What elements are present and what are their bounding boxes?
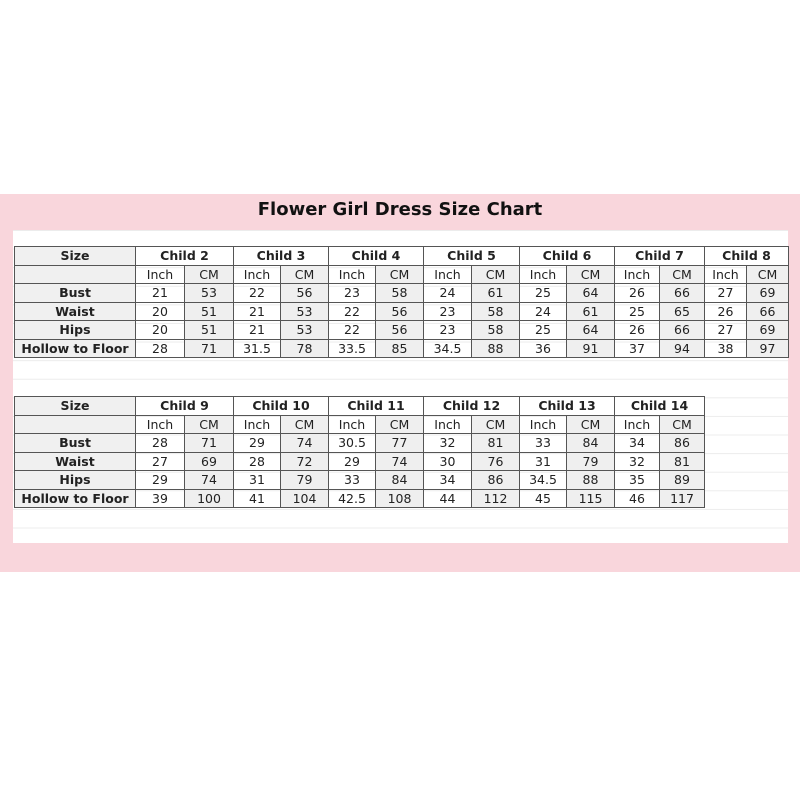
inch-value: 34 (424, 471, 472, 490)
inch-value: 33 (520, 434, 567, 453)
inch-value: 32 (615, 452, 660, 471)
table-row (15, 471, 705, 490)
inch-value: 24 (520, 302, 567, 321)
cm-value: 88 (567, 471, 615, 490)
unit-cm: CM (185, 415, 234, 434)
table-row (15, 321, 789, 340)
cm-value: 79 (281, 471, 329, 490)
size-name: Child 10 (234, 397, 329, 416)
inch-value: 24 (424, 284, 472, 303)
cm-value: 58 (472, 302, 520, 321)
cm-value: 69 (185, 452, 234, 471)
size-name: Child 11 (329, 397, 424, 416)
inch-value: 29 (234, 434, 281, 453)
row-label: Hips (15, 471, 136, 490)
row-label: Hollow to Floor (15, 489, 136, 508)
row-label: Bust (15, 284, 136, 303)
row-label: Hips (15, 321, 136, 340)
inch-value: 25 (520, 284, 567, 303)
cm-value: 104 (281, 489, 329, 508)
size-name: Child 6 (520, 247, 615, 266)
unit-cm: CM (281, 415, 329, 434)
inch-value: 28 (234, 452, 281, 471)
row-label: Waist (15, 302, 136, 321)
unit-inch: Inch (705, 265, 747, 284)
cm-value: 76 (472, 452, 520, 471)
cm-value: 64 (567, 321, 615, 340)
unit-inch: Inch (520, 265, 567, 284)
unit-inch: Inch (424, 265, 472, 284)
cm-value: 53 (281, 321, 329, 340)
size-name: Child 3 (234, 247, 329, 266)
header-row (15, 397, 705, 416)
inch-value: 27 (705, 284, 747, 303)
inch-value: 32 (424, 434, 472, 453)
inch-value: 31.5 (234, 339, 281, 358)
size-name: Child 2 (136, 247, 234, 266)
cm-value: 66 (660, 321, 705, 340)
cm-value: 89 (660, 471, 705, 490)
size-name: Child 13 (520, 397, 615, 416)
unit-cm: CM (185, 265, 234, 284)
inch-value: 27 (136, 452, 185, 471)
cm-value: 78 (281, 339, 329, 358)
inch-value: 22 (329, 302, 376, 321)
size-name: Child 12 (424, 397, 520, 416)
inch-value: 33 (329, 471, 376, 490)
unit-inch: Inch (136, 415, 185, 434)
inch-value: 36 (520, 339, 567, 358)
inch-value: 38 (705, 339, 747, 358)
inch-value: 25 (520, 321, 567, 340)
inch-value: 42.5 (329, 489, 376, 508)
inch-value: 34 (615, 434, 660, 453)
inch-value: 44 (424, 489, 472, 508)
cm-value: 85 (376, 339, 424, 358)
inch-value: 26 (615, 321, 660, 340)
inch-value: 30 (424, 452, 472, 471)
cm-value: 53 (185, 284, 234, 303)
inch-value: 25 (615, 302, 660, 321)
unit-row (15, 415, 705, 434)
inch-value: 45 (520, 489, 567, 508)
blank-cell (15, 415, 136, 434)
cm-value: 86 (660, 434, 705, 453)
unit-inch: Inch (234, 265, 281, 284)
cm-value: 88 (472, 339, 520, 358)
inch-value: 22 (234, 284, 281, 303)
unit-inch: Inch (234, 415, 281, 434)
inch-value: 21 (136, 284, 185, 303)
inch-value: 26 (615, 284, 660, 303)
inch-value: 21 (234, 321, 281, 340)
table-row (15, 284, 789, 303)
cm-value: 100 (185, 489, 234, 508)
size-table-1 (14, 246, 789, 358)
blank-cell (15, 265, 136, 284)
row-label: Waist (15, 452, 136, 471)
size-header: Size (15, 397, 136, 416)
header-row (15, 247, 789, 266)
cm-value: 56 (376, 321, 424, 340)
cm-value: 77 (376, 434, 424, 453)
row-label: Hollow to Floor (15, 339, 136, 358)
inch-value: 37 (615, 339, 660, 358)
unit-cm: CM (472, 415, 520, 434)
table-row (15, 339, 789, 358)
table-row (15, 452, 705, 471)
inch-value: 33.5 (329, 339, 376, 358)
cm-value: 51 (185, 321, 234, 340)
unit-cm: CM (281, 265, 329, 284)
cm-value: 51 (185, 302, 234, 321)
cm-value: 84 (567, 434, 615, 453)
inch-value: 29 (136, 471, 185, 490)
unit-cm: CM (747, 265, 789, 284)
cm-value: 108 (376, 489, 424, 508)
inch-value: 34.5 (424, 339, 472, 358)
unit-cm: CM (376, 265, 424, 284)
unit-inch: Inch (520, 415, 567, 434)
unit-cm: CM (567, 265, 615, 284)
cm-value: 81 (472, 434, 520, 453)
inch-value: 35 (615, 471, 660, 490)
unit-inch: Inch (424, 415, 472, 434)
unit-inch: Inch (329, 415, 376, 434)
inch-value: 22 (329, 321, 376, 340)
chart-title: Flower Girl Dress Size Chart (257, 199, 543, 220)
inch-value: 30.5 (329, 434, 376, 453)
inch-value: 20 (136, 321, 185, 340)
cm-value: 91 (567, 339, 615, 358)
size-name: Child 7 (615, 247, 705, 266)
cm-value: 69 (747, 321, 789, 340)
inch-value: 31 (520, 452, 567, 471)
cm-value: 117 (660, 489, 705, 508)
table-row (15, 302, 789, 321)
size-name: Child 9 (136, 397, 234, 416)
inch-value: 21 (234, 302, 281, 321)
row-label: Bust (15, 434, 136, 453)
inch-value: 27 (705, 321, 747, 340)
cm-value: 97 (747, 339, 789, 358)
cm-value: 86 (472, 471, 520, 490)
cm-value: 64 (567, 284, 615, 303)
inch-value: 34.5 (520, 471, 567, 490)
cm-value: 74 (281, 434, 329, 453)
cm-value: 58 (376, 284, 424, 303)
cm-value: 115 (567, 489, 615, 508)
cm-value: 112 (472, 489, 520, 508)
cm-value: 81 (660, 452, 705, 471)
size-name: Child 4 (329, 247, 424, 266)
cm-value: 71 (185, 339, 234, 358)
cm-value: 61 (472, 284, 520, 303)
cm-value: 66 (747, 302, 789, 321)
inch-value: 20 (136, 302, 185, 321)
table-row (15, 489, 705, 508)
unit-inch: Inch (615, 265, 660, 284)
cm-value: 56 (281, 284, 329, 303)
cm-value: 74 (185, 471, 234, 490)
cm-value: 74 (376, 452, 424, 471)
inch-value: 28 (136, 434, 185, 453)
cm-value: 53 (281, 302, 329, 321)
size-name: Child 5 (424, 247, 520, 266)
unit-cm: CM (472, 265, 520, 284)
size-table-2 (14, 396, 705, 508)
unit-row (15, 265, 789, 284)
cm-value: 58 (472, 321, 520, 340)
unit-cm: CM (660, 415, 705, 434)
unit-inch: Inch (329, 265, 376, 284)
cm-value: 84 (376, 471, 424, 490)
unit-inch: Inch (136, 265, 185, 284)
inch-value: 26 (705, 302, 747, 321)
inch-value: 29 (329, 452, 376, 471)
inch-value: 23 (329, 284, 376, 303)
cm-value: 79 (567, 452, 615, 471)
inch-value: 23 (424, 321, 472, 340)
cm-value: 69 (747, 284, 789, 303)
size-name: Child 14 (615, 397, 705, 416)
cm-value: 65 (660, 302, 705, 321)
inch-value: 23 (424, 302, 472, 321)
unit-cm: CM (376, 415, 424, 434)
cm-value: 56 (376, 302, 424, 321)
inch-value: 41 (234, 489, 281, 508)
cm-value: 66 (660, 284, 705, 303)
cm-value: 72 (281, 452, 329, 471)
size-header: Size (15, 247, 136, 266)
inch-value: 46 (615, 489, 660, 508)
cm-value: 61 (567, 302, 615, 321)
cm-value: 94 (660, 339, 705, 358)
inch-value: 28 (136, 339, 185, 358)
size-name: Child 8 (705, 247, 789, 266)
inch-value: 31 (234, 471, 281, 490)
inch-value: 39 (136, 489, 185, 508)
unit-cm: CM (660, 265, 705, 284)
unit-cm: CM (567, 415, 615, 434)
table-row (15, 434, 705, 453)
unit-inch: Inch (615, 415, 660, 434)
cm-value: 71 (185, 434, 234, 453)
